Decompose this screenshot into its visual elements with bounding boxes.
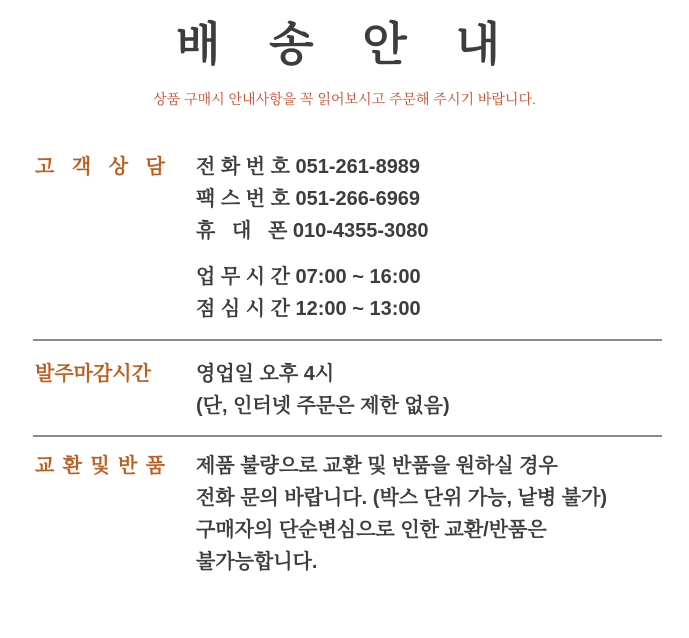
page-subtitle: 상품 구매시 안내사항을 꼭 읽어보시고 주문해 주시기 바랍니다.	[153, 91, 536, 107]
page-title: 배 송 안 내	[175, 18, 514, 70]
order-deadline-label: 발주마감시간	[35, 363, 151, 385]
lunch-hours-line: 점 심 시 간 12:00 ~ 13:00	[196, 298, 421, 320]
returns-line-2: 전화 문의 바랍니다. (박스 단위 가능, 낱병 불가)	[196, 487, 608, 509]
customer-service-content	[196, 151, 429, 325]
exchange-returns-content	[196, 450, 607, 578]
returns-line-3: 구매자의 단순변심으로 인한 교환/반품은	[196, 519, 547, 541]
customer-service-label: 고 객 상 담	[35, 156, 165, 178]
deadline-note-line: (단, 인터넷 주문은 제한 없음)	[196, 395, 450, 417]
mobile-number-line: 휴 대 폰 010-4355-3080	[196, 220, 429, 242]
section-order-deadline	[0, 358, 689, 422]
returns-line-1: 제품 불량으로 교환 및 반품을 원하실 경우	[196, 455, 558, 477]
business-hours-line: 업 무 시 간 07:00 ~ 16:00	[196, 266, 421, 288]
section-exchange-returns	[0, 450, 689, 578]
fax-number-line: 팩 스 번 호 051-266-6969	[196, 188, 421, 210]
section-divider	[33, 435, 662, 437]
section-divider	[33, 339, 662, 341]
exchange-returns-label: 교 환 및 반 품	[35, 455, 165, 477]
order-deadline-content	[196, 358, 450, 422]
returns-line-4: 불가능합니다.	[196, 551, 318, 573]
deadline-line: 영업일 오후 4시	[196, 363, 335, 385]
phone-number-line: 전 화 번 호 051-261-8989	[196, 156, 421, 178]
section-customer-service	[0, 151, 689, 325]
